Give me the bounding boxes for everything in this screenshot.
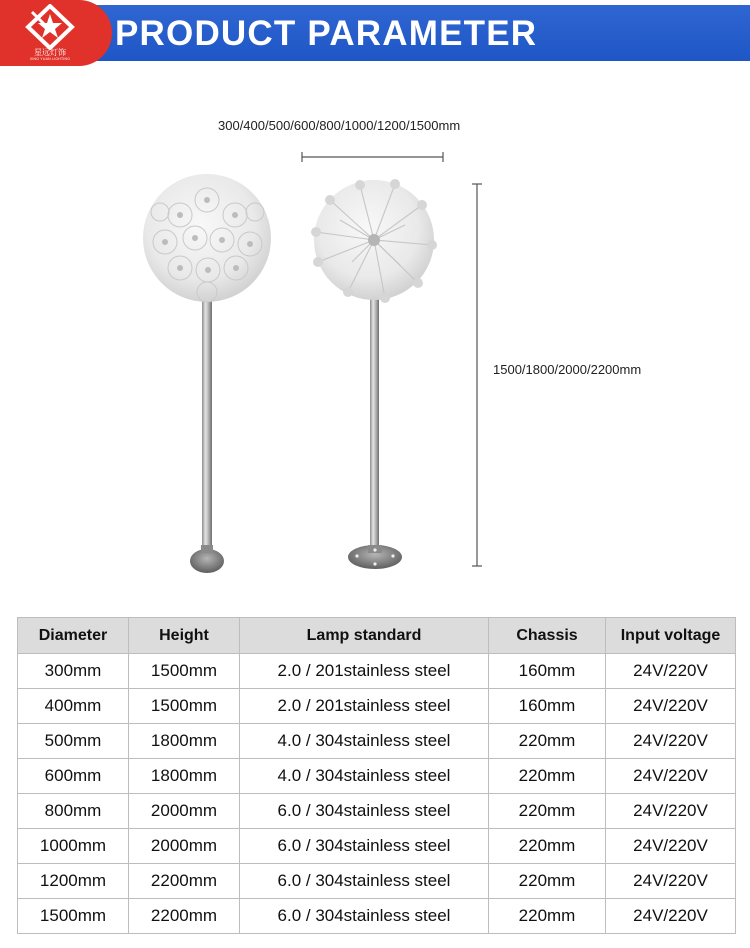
cell-lamp-standard: 6.0 / 304stainless steel — [240, 864, 489, 899]
product-parameter-table — [17, 617, 736, 934]
lamp-illustration-left — [143, 174, 271, 573]
header-lamp-standard: Lamp standard — [240, 618, 489, 654]
cell-height: 2200mm — [129, 899, 240, 934]
cell-input-voltage: 24V/220V — [606, 724, 736, 759]
cell-height: 1500mm — [129, 654, 240, 689]
height-dimension-line — [472, 184, 482, 566]
cell-lamp-standard: 2.0 / 201stainless steel — [240, 654, 489, 689]
cell-height: 2000mm — [129, 829, 240, 864]
cell-lamp-standard: 6.0 / 304stainless steel — [240, 829, 489, 864]
cell-lamp-standard: 4.0 / 304stainless steel — [240, 724, 489, 759]
table-header-row — [18, 618, 736, 654]
table-row — [18, 689, 736, 724]
cell-diameter: 500mm — [18, 724, 129, 759]
cell-lamp-standard: 6.0 / 304stainless steel — [240, 899, 489, 934]
table-row — [18, 794, 736, 829]
cell-chassis: 220mm — [489, 899, 606, 934]
table-row — [18, 759, 736, 794]
cell-diameter: 400mm — [18, 689, 129, 724]
header-diameter: Diameter — [18, 618, 129, 654]
cell-chassis: 160mm — [489, 689, 606, 724]
cell-diameter: 300mm — [18, 654, 129, 689]
header-height: Height — [129, 618, 240, 654]
cell-input-voltage: 24V/220V — [606, 759, 736, 794]
cell-diameter: 1500mm — [18, 899, 129, 934]
cell-chassis: 220mm — [489, 759, 606, 794]
cell-diameter: 800mm — [18, 794, 129, 829]
cell-diameter: 1200mm — [18, 864, 129, 899]
table-row — [18, 899, 736, 934]
cell-input-voltage: 24V/220V — [606, 829, 736, 864]
cell-input-voltage: 24V/220V — [606, 794, 736, 829]
cell-height: 1500mm — [129, 689, 240, 724]
table-row — [18, 654, 736, 689]
cell-lamp-standard: 6.0 / 304stainless steel — [240, 794, 489, 829]
height-dimension-label: 1500/1800/2000/2200mm — [493, 362, 642, 377]
brand-name: 星远灯饰 — [34, 48, 66, 57]
cell-input-voltage: 24V/220V — [606, 864, 736, 899]
cell-diameter: 1000mm — [18, 829, 129, 864]
header-chassis: Chassis — [489, 618, 606, 654]
cell-lamp-standard: 2.0 / 201stainless steel — [240, 689, 489, 724]
table-row — [18, 864, 736, 899]
table-row — [18, 724, 736, 759]
cell-chassis: 220mm — [489, 864, 606, 899]
cell-chassis: 220mm — [489, 724, 606, 759]
lamp-illustration-right — [311, 179, 437, 569]
brand-subtitle: XING YUAN LIGHTING — [29, 57, 71, 61]
cell-chassis: 220mm — [489, 829, 606, 864]
header-input-voltage: Input voltage — [606, 618, 736, 654]
cell-lamp-standard: 4.0 / 304stainless steel — [240, 759, 489, 794]
cell-chassis: 220mm — [489, 794, 606, 829]
cell-input-voltage: 24V/220V — [606, 689, 736, 724]
cell-height: 1800mm — [129, 759, 240, 794]
diameter-dimension-line — [302, 152, 443, 162]
cell-height: 2200mm — [129, 864, 240, 899]
page-title: PRODUCT PARAMETER — [115, 14, 538, 53]
cell-input-voltage: 24V/220V — [606, 654, 736, 689]
table-row — [18, 829, 736, 864]
cell-input-voltage: 24V/220V — [606, 899, 736, 934]
cell-height: 2000mm — [129, 794, 240, 829]
cell-height: 1800mm — [129, 724, 240, 759]
diameter-dimension-label: 300/400/500/600/800/1000/1200/1500mm — [218, 118, 461, 133]
cell-diameter: 600mm — [18, 759, 129, 794]
cell-chassis: 160mm — [489, 654, 606, 689]
